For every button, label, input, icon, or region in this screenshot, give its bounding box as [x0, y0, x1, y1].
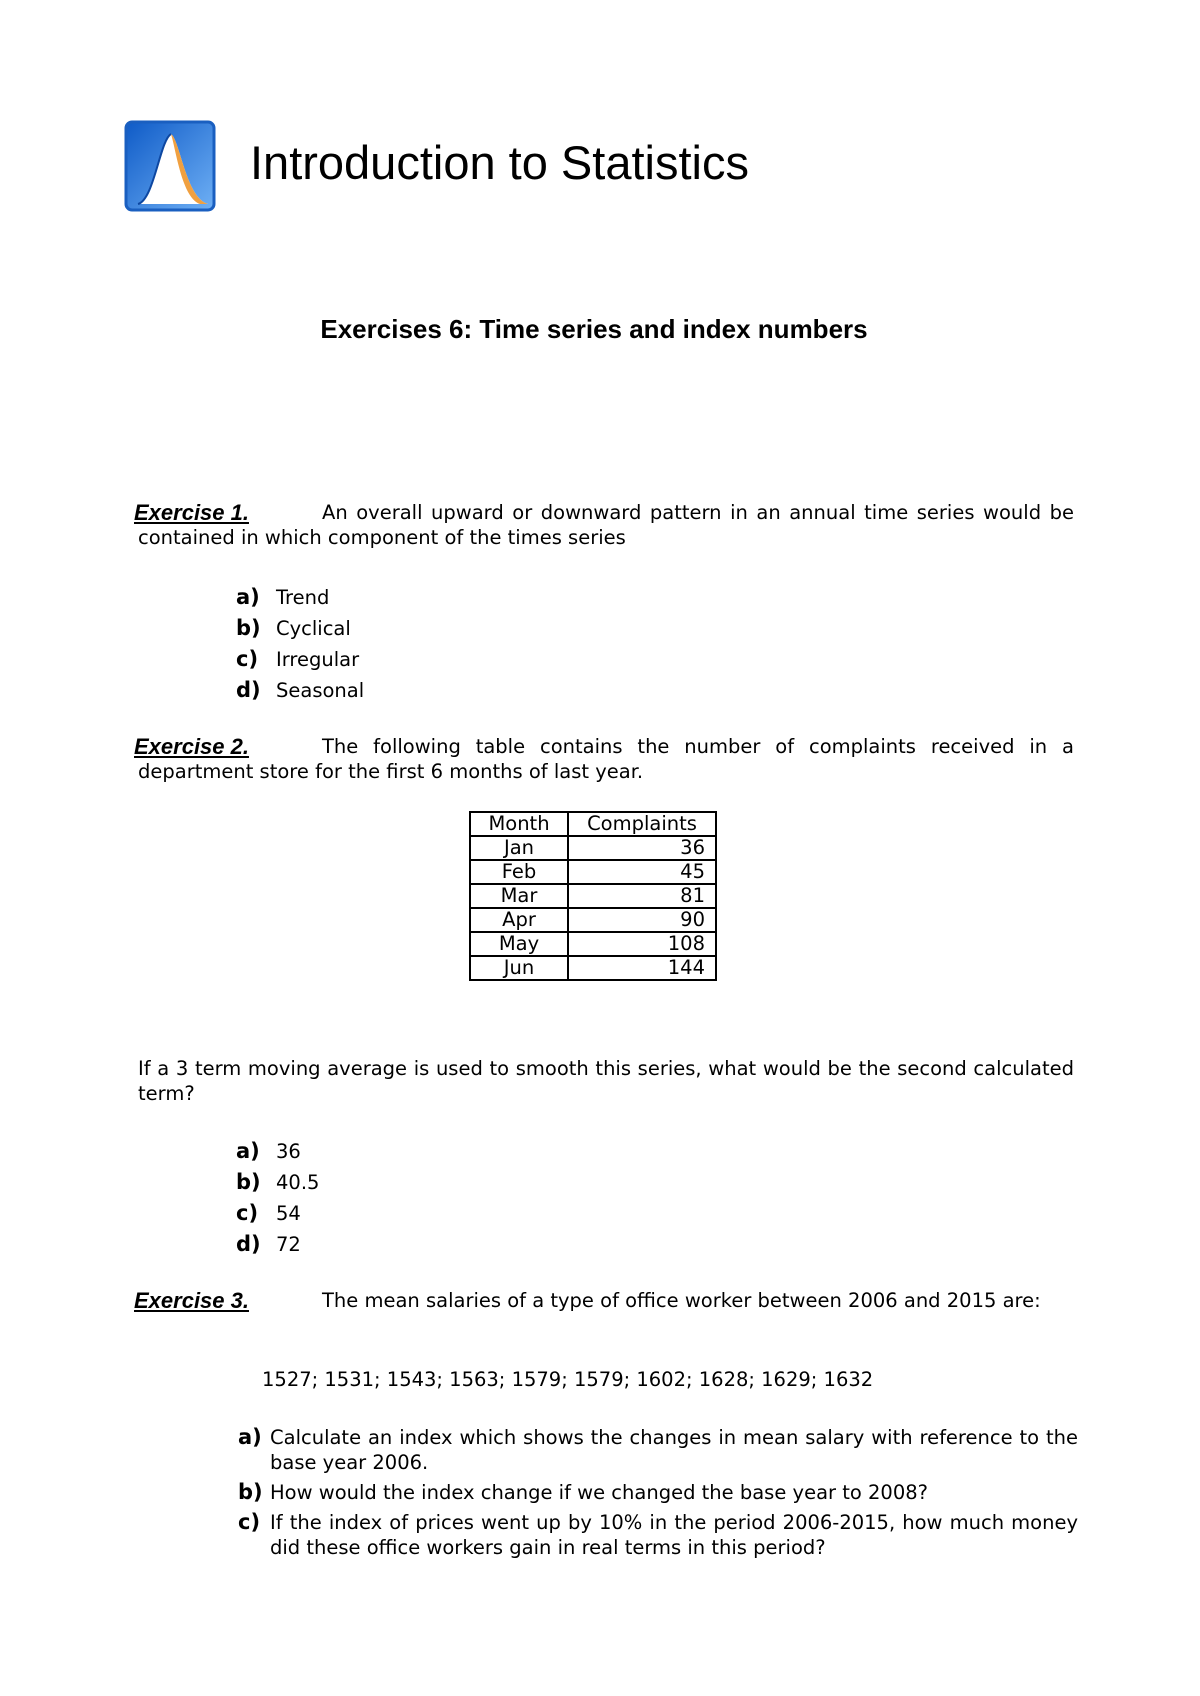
- exercise-3-text: [134, 1288, 1074, 1313]
- exercise-3-label: Exercise 3.: [134, 1288, 249, 1313]
- course-title: Introduction to Statistics: [250, 136, 749, 189]
- salary-series: 1527; 1531; 1543; 1563; 1579; 1579; 1602; 1628; 1629; 1632: [262, 1368, 874, 1391]
- exercise-1-label: Exercise 1.: [134, 500, 249, 525]
- table-row: May 108: [470, 932, 716, 956]
- exercise-3-options: [238, 1425, 1078, 1565]
- exercise-2-followup: If a 3 term moving average is used to smooth this series, what would be the second calculated term?: [138, 1057, 1074, 1105]
- table-row: Mar 81: [470, 884, 716, 908]
- option-item: b) Cyclical: [236, 616, 351, 640]
- exercise-2-options: [236, 1136, 319, 1260]
- exercise-2-label: Exercise 2.: [134, 734, 249, 759]
- exercise-2-text: [134, 734, 1074, 784]
- exercise-1-question: An overall upward or downward pattern in an annual time series would be contained in which component of the times series: [138, 501, 1074, 549]
- course-logo: [124, 120, 216, 212]
- table-row: Feb 45: [470, 860, 716, 884]
- option-item: d) Seasonal: [236, 678, 365, 702]
- option-item: b) How would the index change if we changed the base year to 2008?: [238, 1480, 928, 1504]
- option-item: a) Calculate an index which shows the changes in mean salary with reference to the base year 2006.: [238, 1425, 1078, 1474]
- table-row: Jun 144: [470, 956, 716, 980]
- exercise-2-question: The following table contains the number of complaints received in a department store for the first 6 months of last year.: [138, 735, 1074, 783]
- option-item: c) Irregular: [236, 647, 360, 671]
- table-row: Jan 36: [470, 836, 716, 860]
- table-header-row: Month Complaints: [470, 812, 716, 836]
- table-row: Apr 90: [470, 908, 716, 932]
- option-item: c) If the index of prices went up by 10% in the period 2006-2015, how much money did these office workers gain in real terms in this period?: [238, 1510, 1078, 1559]
- exercise-3-question: The mean salaries of a type of office worker between 2006 and 2015 are:: [322, 1289, 1041, 1312]
- bell-curve-logo-icon: [124, 120, 216, 212]
- option-item: c) 54: [236, 1201, 301, 1225]
- exercise-1-options: [236, 582, 364, 706]
- option-item: d) 72: [236, 1232, 301, 1256]
- complaints-table: [469, 811, 717, 981]
- exercise-1-text: [134, 500, 1074, 550]
- option-item: a) Trend: [236, 585, 330, 609]
- option-item: a) 36: [236, 1139, 301, 1163]
- option-item: b) 40.5: [236, 1170, 320, 1194]
- page-title: Exercises 6: Time series and index numbers: [320, 314, 868, 344]
